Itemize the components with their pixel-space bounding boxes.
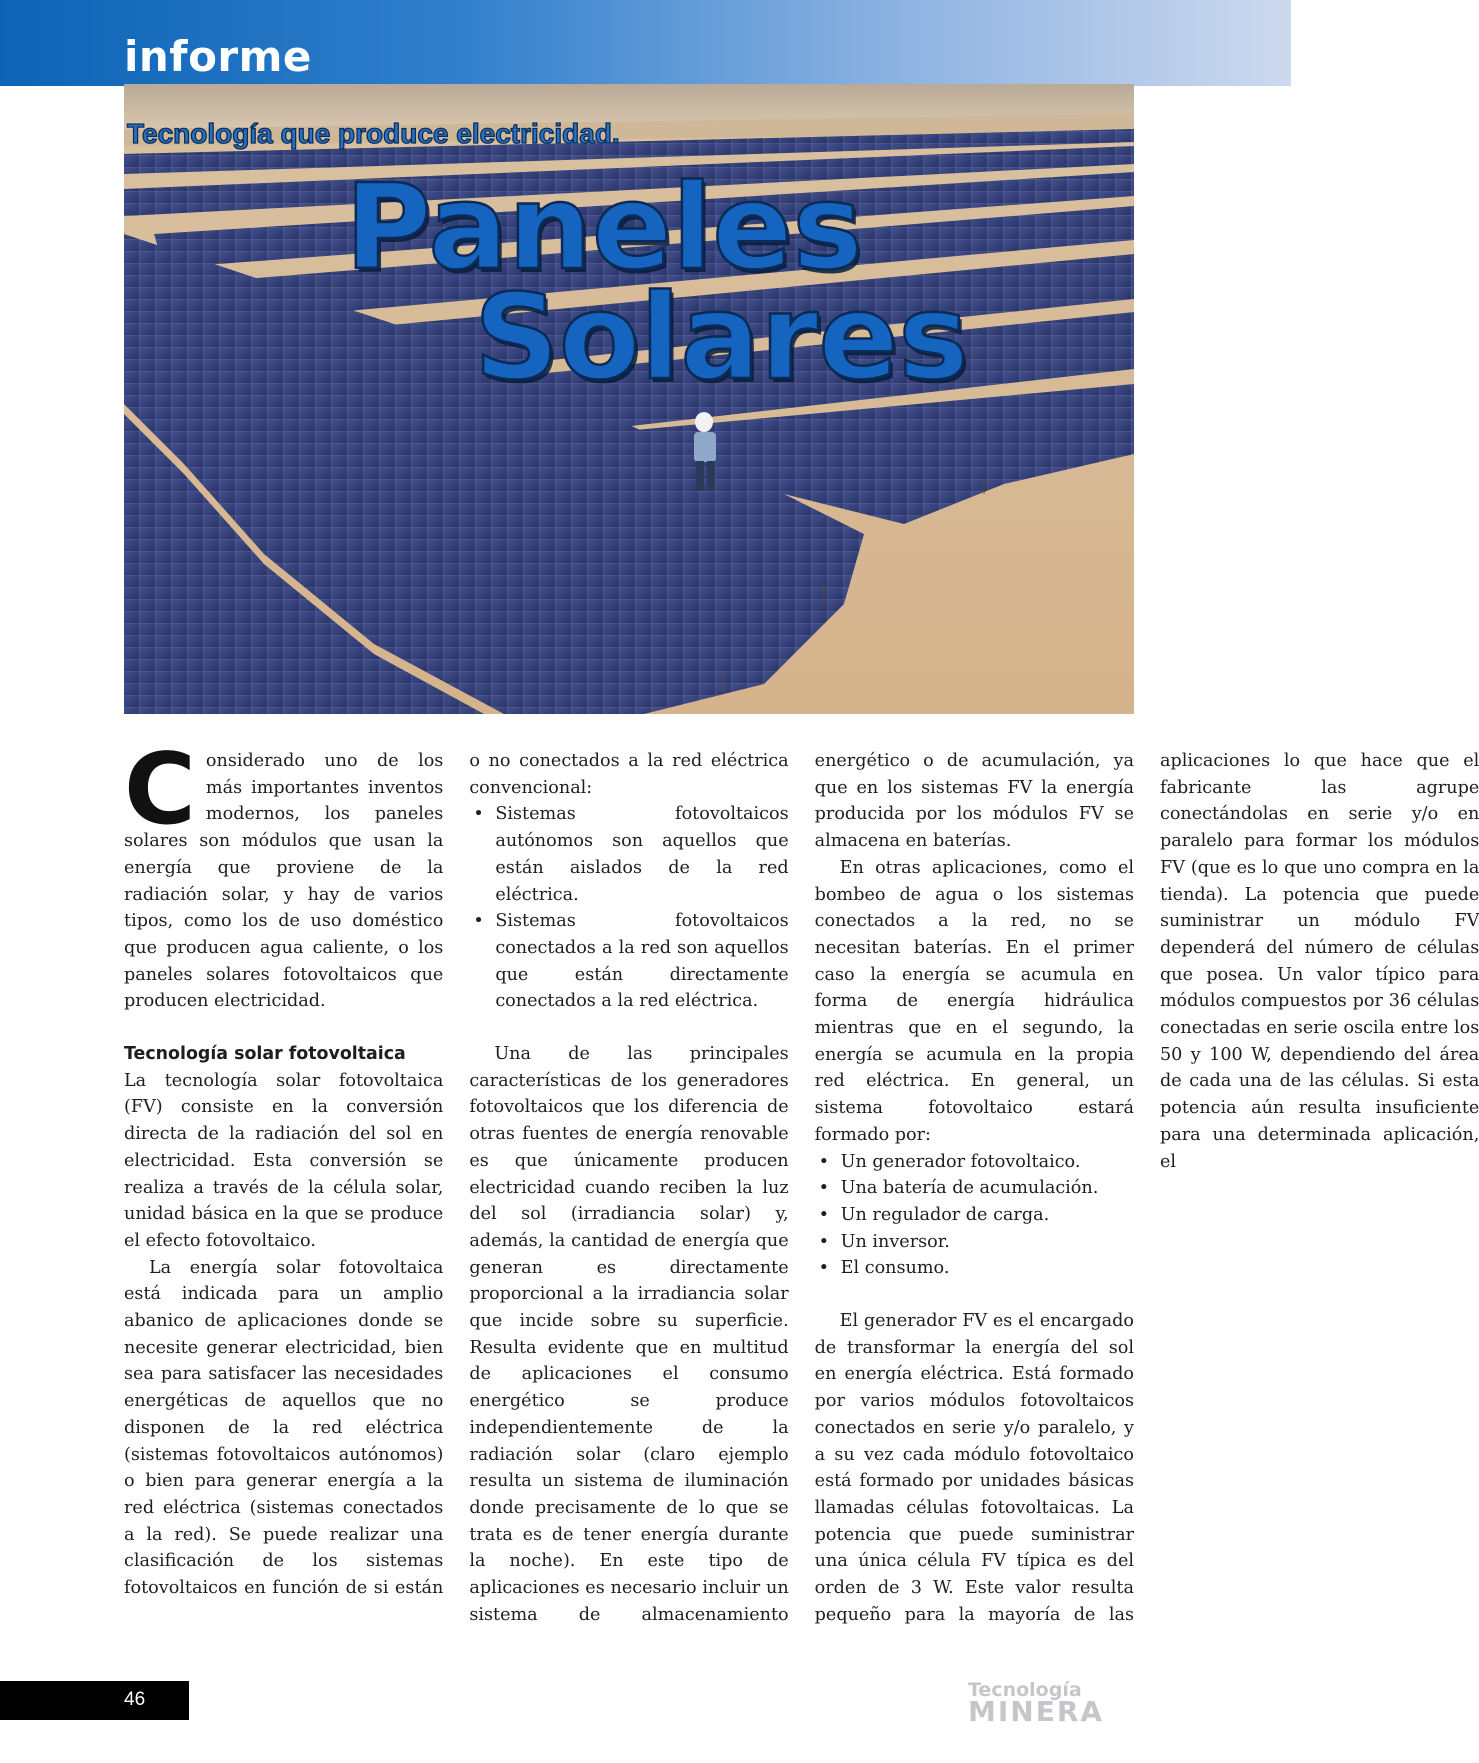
paragraph-5: El generador FV es el encargado de transformar la energía del sol en energía eléctrica. Está formado por varios módulos fotovoltaicos conectados en serie y/o paralelo, y a su vez cada módulo fotovoltaico está formado por unidades básicas llamadas células fotovoltaicas. La potencia que puede suministrar una única célula FV típica es del orden de 3 W. Este valor resulta pequeño para la mayoría de las aplicaciones lo que hace que el fabricante las agrupe conectándolas en serie y/o en paralelo para formar los módulos FV (que es lo que uno compra en la tienda). La potencia que puede suministrar un módulo FV dependerá del número de células que posea. Un valor típico para módulos compuestos por 36 células conectadas en serie oscila entre los 50 y 100 W, dependiendo del área de cada una de las células. Si esta potencia aún resulta insuficiente para una determinada aplicación, el — [814, 751, 1479, 1625]
list-item: • El consumo. — [815, 1255, 1134, 1282]
article-body — [124, 733, 1479, 1638]
headline-line-2: Solares — [474, 268, 969, 406]
section-label: informe — [124, 32, 312, 81]
components-list — [815, 1149, 1134, 1283]
headline — [0, 0, 1291, 406]
page-number: 46 — [124, 1689, 146, 1710]
paragraph-4: En otras aplicaciones, como el bombeo de agua o los sistemas conectados a la red, no se necesitan baterías. En el primer caso la energía se acumula en forma de energía hidráulica mientras que en el segundo, la energía se acumula en la propia red eléctrica. En general, un sistema fotovoltaico estará formado por: — [814, 857, 1134, 1145]
intro-paragraph — [124, 733, 444, 1015]
list-item: • Una batería de acumulación. — [815, 1175, 1134, 1202]
paragraph-2: La energía solar fotovoltaica está indicada para un amplio abanico de aplicaciones donde se necesite generar electricidad, bien sea para satisfacer las necesidades energéticas de aquellos que no disponen de la red eléctrica (sistemas fotovoltaicos autónomos) o bien para generar energía a la red eléctrica (sistemas conectados a la red). Se puede realizar una clasificación de los sistemas fotovoltaicos en función de si están o no conectados a la red eléctrica convencional: — [124, 751, 789, 1599]
logo-bottom-text: MINERA — [968, 1695, 1105, 1728]
magazine-logo — [968, 1679, 1136, 1728]
systems-list — [469, 801, 788, 1015]
headline-kicker: Tecnología que produce electricidad. — [127, 118, 620, 149]
list-item: • Sistemas fotovoltaicos conectados a la red son aquellos que están directamente conectados a la red eléctrica. — [469, 908, 788, 1015]
list-item: • Un generador fotovoltaico. — [815, 1149, 1134, 1176]
paragraph-1: La tecnología solar fotovoltaica (FV) consiste en la conversión directa de la radiación del sol en electricidad. Esta conversión se realiza a través de la célula solar, unidad básica en la que se produce el efecto fotovoltaico. — [124, 1070, 444, 1251]
list-item: • Un inversor. — [815, 1229, 1134, 1256]
dropcap: C — [124, 733, 196, 847]
footer-bar — [0, 1681, 189, 1720]
intro-text: onsiderado uno de los más importantes inventos modernos, los paneles solares son módulos que usan la energía que proviene de la radiación solar, y hay de varios tipos, como los de uso doméstico que producen agua caliente, o los paneles solares fotovoltaicos que producen electricidad. — [124, 751, 444, 1012]
logo-top-text: Tecnología — [968, 1679, 1082, 1701]
subheading: Tecnología solar fotovoltaica — [124, 1044, 406, 1065]
paragraph-3: Una de las principales características de los generadores fotovoltaicos que los diferencia de otras fuentes de energía renovable es que únicamente producen electricidad cuando reciben la luz del sol (irradiancia solar) y, además, la cantidad de energía que generan es directamente proporcional a la irradiancia solar que incide sobre su superficie. Resulta evidente que en multitud de aplicaciones el consumo energético se produce independientemente de la radiación solar (claro ejemplo resulta un sistema de iluminación donde precisamente de lo que se trata es de tener energía durante la noche). En este tipo de aplicaciones es necesario incluir un sistema de almacenamiento energético o de acumulación, ya que en los sistemas FV la energía producida por los módulos FV se almacena en baterías. — [469, 751, 1134, 1625]
headline-line-1: Paneles — [345, 158, 863, 296]
list-item: • Sistemas fotovoltaicos autónomos son aquellos que están aislados de la red eléctrica. — [469, 801, 788, 908]
list-item: • Un regulador de carga. — [815, 1202, 1134, 1229]
